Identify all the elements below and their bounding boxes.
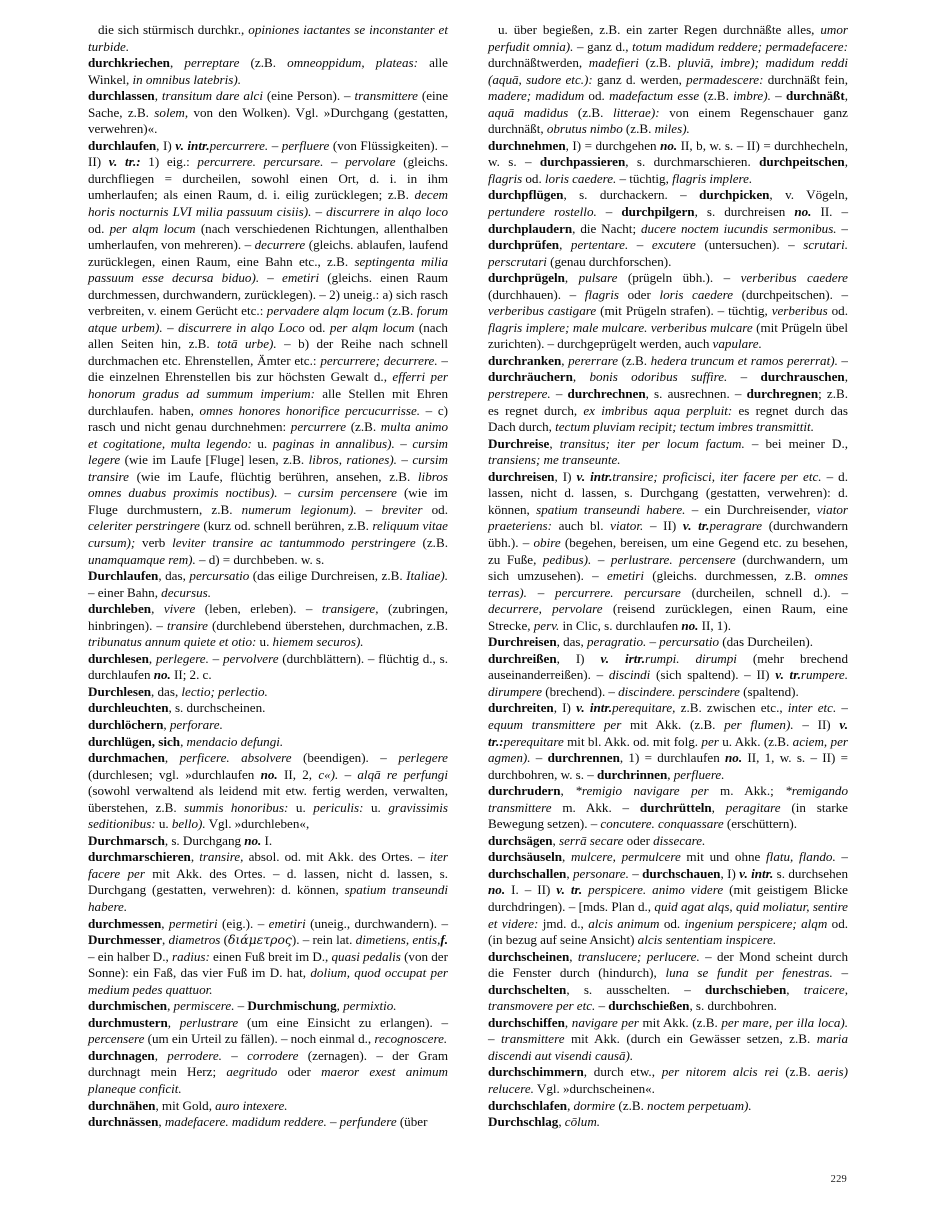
dictionary-entry: durchleben, vivere (leben, erleben). – transigere, (zubringen, hinbringen). – transire (durchlebend überstehen, durchmachen, z.B. tribunatus annum quiete et otio: u. hiemem securos).	[88, 601, 448, 650]
dictionary-entry: durchmarschieren, transire, absol. od. mit Akk. des Ortes. – iter facere per mit Akk. des Ortes. – d. lassen, nicht d. lassen, s. Durchgang (gestatten, verwehren): d. können, spatium transeundi habere.	[88, 849, 449, 914]
dictionary-entry: Durchlesen, das, lectio; perlectio.	[88, 683, 268, 699]
dictionary-entry: durchrudern, *remigio navigare per m. Akk.; *remigando transmittere m. Akk. – durchrütteln, peragitare (in starke Bewegung setzen). – concutere. conquassare (erschüttern).	[488, 783, 849, 832]
dictionary-entry: durchmustern, perlustrare (um eine Einsicht zu erlangen). – percensere (um ein Urteil zu fällen). – noch einmal d., recognoscere.	[88, 1014, 448, 1047]
dictionary-entry: durchprügeln, pulsare (prügeln übh.). – verberibus caedere (durchhauen). – flagris oder loris caedere (durchpeitschen). – verberibus castigare (mit Prügeln strafen). – tüchtig, verberibus od. flagris implere; male mulcare. verberibus mulcare (mit Prügeln übel zurichten). – durchgeprügelt werden, auch vapulare.	[488, 270, 848, 352]
dictionary-entry: durchschlafen, dormire (z.B. noctem perpetuam).	[488, 1097, 752, 1113]
dictionary-entry: durchlesen, perlegere. – pervolvere (durchblättern). – flüchtig d., s. durchlaufen no. II; 2. c.	[88, 650, 448, 683]
dictionary-entry: durchreißen, I) v. irtr.rumpi. dirumpi (mehr brechend auseinanderreißen). – discindi (sich spaltend). – II) v. tr.rumpere. dirumpere (brechend). – discindere. perscindere (spaltend).	[488, 650, 849, 699]
dictionary-entry: durchmischen, permiscere. – Durchmischung, permixtio.	[88, 998, 397, 1014]
dictionary-entry: Durchschlag, cōlum.	[488, 1114, 601, 1130]
dictionary-entry: Durchmarsch, s. Durchgang no. I.	[88, 832, 273, 848]
dictionary-entry: durchleuchten, s. durchscheinen.	[88, 700, 266, 716]
dictionary-entry: Durchreise, transitus; iter per locum factum. – bei meiner D., transiens; me transeunte.	[488, 435, 848, 468]
dictionary-entry: durchnehmen, I) = durchgehen no. II, b, w. s. – II) = durchhecheln, w. s. – durchpassieren, s. durchmarschieren. durchpeitschen, flagris od. loris caedere. – tüchtig, flagris implere.	[488, 137, 848, 186]
dictionary-entry: durchkriechen, perreptare (z.B. omneoppidum, plateas: alle Winkel, in omnibus latebris).	[88, 55, 448, 87]
dictionary-entry: durchschiffen, navigare per mit Akk. (z.B. per mare, per illa loca). – transmittere mit Akk. (durch ein Gewässer setzen, z.B. maria discendi aut visendi causā).	[488, 1014, 849, 1063]
dictionary-entry: durchmessen, permetiri (eig.). – emetiri (uneig., durchwandern). – Durchmesser, diametros (διάμετρος). – rein lat. dimetiens, entis,f. – ein halber D., radius: einen Fuß breit im D., quasi pedalis (von der Sonne): ein Faß, das vier Fuß im D. hat, dolium, quod occupat per medium pedes quattuor.	[88, 915, 448, 997]
dictionary-entry: u. über begießen, z.B. ein zarter Regen durchnäßte alles, umor perfudit omnia). – ganz d., totum madidum reddere; permadefacere: durchnäßtwerden, madefieri (z.B. pluviā, imbre); madidum reddi (aquā, sudore etc.): ganz d. werden, permadescere: durchnäßt fein, madere; madidum od. madefactum esse (z.B. imbre). – durchnäßt, aquā madidus (z.B. litterae): von einem Regenschauer ganz durchnäßt, obrutus nimbo (z.B. miles).	[488, 22, 848, 137]
dictionary-entry: durchreiten, I) v. intr.perequitare, z.B. zwischen etc., inter etc. – equum transmittere per mit Akk. (z.B. per flumen). – II) v. tr.:perequitare mit bl. Akk. od. mit folg. per u. Akk. (z.B. aciem, per agmen). – durchrennen, 1) = durchlaufen no. II, 1, w. s. – II) = durchbohren, w. s. – durchrinnen, perfluere.	[488, 700, 848, 782]
dictionary-entry: Durchlaufen, das, percursatio (das eilige Durchreisen, z.B. Italiae). – einer Bahn, decursus.	[88, 568, 448, 600]
dictionary-entry: durchnagen, perrodere. – corrodere (zernagen). – der Gram durchnagt mein Herz; aegritudo oder maeror exest animum planeque conficit.	[88, 1047, 448, 1096]
right-text-column	[488, 22, 848, 1131]
two-column-text-body	[88, 22, 848, 1157]
left-text-column	[88, 22, 448, 1131]
dictionary-entry: durchnässen, madefacere. madidum reddere. – perfundere (über	[88, 1114, 428, 1130]
dictionary-entry: durchsäuseln, mulcere, permulcere mit und ohne flatu, flando. – durchschallen, personare. – durchschauen, I) v. intr. s. durchsehen no. I. – II) v. tr. perspicere. animo videre (mit geistigem Blicke durchdringen). – [mds. Plan d., quid agat alqs, quid moliatur, sentire et videre: jmd. d., alcis animum od. ingenium perspicere; alqm od. (in bezug auf seine Ansicht) alcis sententiam inspicere.	[488, 849, 849, 948]
dictionary-entry: durchsägen, serrā secare oder dissecare.	[488, 832, 706, 848]
dictionary-entry: durchschimmern, durch etw., per nitorem alcis rei (z.B. aeris) relucere. Vgl. »durchscheinen«.	[488, 1064, 848, 1096]
dictionary-entry: durchlassen, transitum dare alci (eine Person). – transmittere (eine Sache, z.B. solem, von den Wolken). Vgl. »Durchgang (gestatten, verwehren)«.	[88, 88, 449, 137]
dictionary-entry: durchmachen, perficere. absolvere (beendigen). – perlegere (durchlesen; vgl. »durchlaufen no. II, 2, c«). – alqā re perfungi (sowohl verwaltend als leidend mit etw. fertig werden, verwalten, überstehen, z.B. summis honoribus: u. periculis: u. gravissimis seditionibus: u. bello). Vgl. »durchleben«,	[88, 750, 448, 832]
dictionary-entry: durchlaufen, I) v. intr.percurrere. – perfluere (von Flüssigkeiten). – II) v. tr.: 1) eig.: percurrere. percursare. – pervolare (gleichs. durchfliegen = durcheilen, sowohl einen Ort, d. i. in ihm umherlaufen; als einen Raum, d. i. eilig zurücklegen; z.B. decem horis nocturnis LVI milia passuum cisiis). – discurrere in alqo loco od. per alqm locum (nach verschiedenen Richtungen, allenthalben umherlaufen, von mehreren). – decurrere (gleichs. ablaufen, laufend zurücklegen, einen Raum, eine Bahn etc., z.B. septingenta milia passuum esse decursa biduo). – emetiri (gleichs. einen Raum durchmessen, durchwandern, zurücklegen). – 2) uneig.: a) sich rasch verbreiten, v. einem Gerücht etc.: pervadere alqm locum (z.B. forum atque urbem). – discurrere in alqo Loco od. per alqm locum (nach allen Seiten hin, z.B. totā urbe). – b) der Reihe nach schnell durchmachen etc. Ehrenstellen, Ämter etc.: percurrere; decurrere. – die einzelnen Ehrenstellen bis zur höchsten Gewalt d., efferri per honorum gradus ad summum imperium: alle Stellen mit Ehren durchlaufen. haben, omnes honores honorifice percucurrisse. – c) rasch und nicht genau durchnehmen: percurrere (z.B. multa animo et cogitatione, multa legendo: u. paginas in annalibus). – cursim legere (wie im Laufe [Fluge] lesen, z.B. libros, rationes). – cursim transire (wie im Laufe, flüchtig berühren, ansehen, z.B. libros omnes duabus proximis noctibus). – cursim percensere (wie im Fluge durchmustern, z.B. numerum legionum). – breviter od. celeriter perstringere (kurz od. schnell berühren, z.B. reliquum vitae cursum); verb leviter transire ac tantummodo perstringere (z.B. unamquamque rem). – d) = durchbeben. w. s.	[88, 137, 449, 567]
page-number: 229	[830, 1174, 847, 1185]
dictionary-entry: durchnähen, mit Gold, auro intexere.	[88, 1097, 288, 1113]
dictionary-entry: durchlöchern, perforare.	[88, 716, 223, 732]
dictionary-entry: durchlügen, sich, mendacio defungi.	[88, 733, 284, 749]
dictionary-entry: durchranken, pererrare (z.B. hedera truncum et ramos pererrat). – durchräuchern, bonis odoribus suffire. – durchrauschen, perstrepere. – durchrechnen, s. ausrechnen. – durchregnen; z.B. es regnet durch, ex imbribus aqua perpluit: es regnet durch das Dach durch, tectum pluviam recipit; tectum imbres transmittit.	[488, 352, 849, 435]
dictionary-entry: die sich stürmisch durchkr., opiniones iactantes se inconstanter et turbide.	[88, 22, 448, 54]
dictionary-entry: durchscheinen, translucere; perlucere. – der Mond scheint durch die Fenster durch (hindurch), luna se fundit per fenestras. – durchschelten, s. ausschelten. – durchschieben, traicere, transmovere per etc. – durchschießen, s. durchbohren.	[488, 948, 849, 1014]
dictionary-entry: durchreisen, I) v. intr.transire; proficisci, iter facere per etc. – d. lassen, nicht d. lassen, s. Durchgang (gestatten, verwehren): d. können, spatium transeundi habere. – ein Durchreisender, viator praeteriens: auch bl. viator. – II) v. tr.peragrare (durchwandern übh.). – obire (begehen, bereisen, um eine Gegend etc. zu besehen, zu Fuße, pedibus). – perlustrare. percensere (durchwandern, um sich umzusehen). – emetiri (gleichs. durchmessen, z.B. omnes terras). – percurrere. percursare (durcheilen, schnell d.). – decurrere, pervolare (reisend zurücklegen, einen Raum, eine Strecke, perv. in Clic, s. durchlaufen no. II, 1).	[488, 468, 849, 633]
dictionary-entry: durchpflügen, s. durchackern. – durchpicken, v. Vögeln, pertundere rostello. – durchpilgern, s. durchreisen no. II. – durchplaudern, die Nacht; ducere noctem iucundis sermonibus. – durchprüfen, pertentare. – excutere (untersuchen). – scrutari. perscrutari (genau durchforschen).	[488, 187, 849, 269]
dictionary-entry: Durchreisen, das, peragratio. – percursatio (das Durcheilen).	[488, 634, 814, 650]
